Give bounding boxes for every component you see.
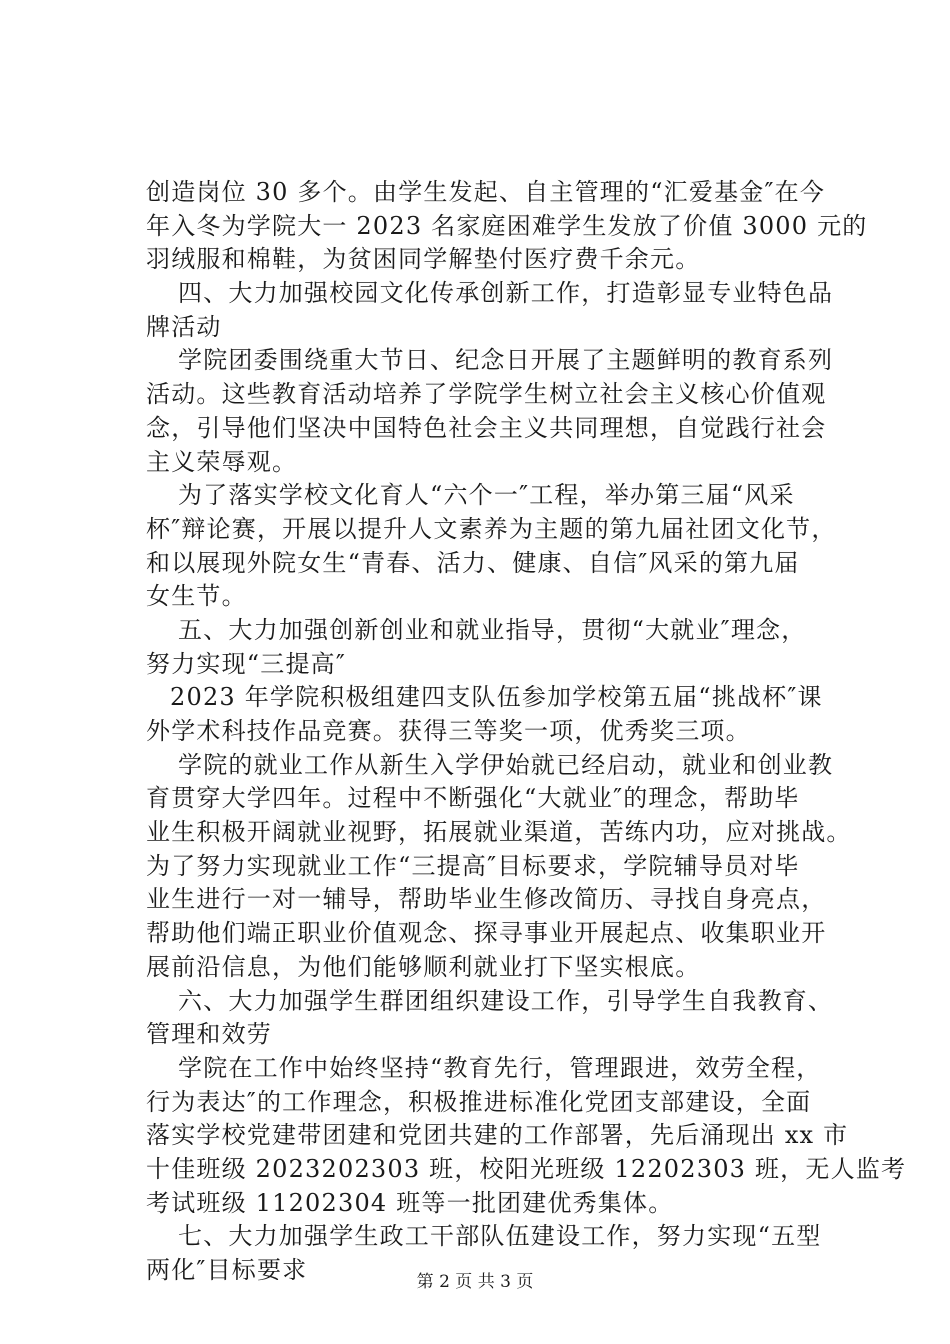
text-line: 业生进行一对一辅导，帮助毕业生修改简历、寻找自身亮点， bbox=[146, 885, 827, 914]
text-line: 创造岗位 30 多个。由学生发起、自主管理的“汇爱基金″在今 bbox=[146, 178, 826, 206]
text-line: 主义荣辱观。 bbox=[146, 447, 298, 476]
text-line: 为了努力实现就业工作“三提高″目标要求，学院辅导员对毕 bbox=[146, 851, 800, 880]
text-line: 帮助他们端正职业价值观念、探寻事业开展起点、收集职业开 bbox=[146, 919, 827, 948]
text-line: 学院的就业工作从新生入学伊始就已经启动，就业和创业教 bbox=[178, 750, 834, 779]
text-line: 业生积极开阔就业视野，拓展就业渠道，苦练内功，应对挑战。 bbox=[146, 818, 852, 847]
text-line: 育贯穿大学四年。过程中不断强化“大就业″的理念，帮助毕 bbox=[146, 784, 800, 813]
text-line: 学院团委围绕重大节日、纪念日开展了主题鲜明的教育系列 bbox=[178, 346, 834, 375]
section-heading-7: 七、大力加强学生政工干部队伍建设工作，努力实现“五型 bbox=[178, 1222, 822, 1251]
section-heading-6: 六、大力加强学生群团组织建设工作，引导学生自我教育、 bbox=[178, 986, 834, 1015]
document-body bbox=[146, 176, 907, 1288]
section-heading-4: 四、大力加强校园文化传承创新工作，打造彰显专业特色品 bbox=[178, 279, 834, 308]
text-line: 展前沿信息，为他们能够顺利就业打下坚实根底。 bbox=[146, 952, 701, 981]
text-line: 行为表达″的工作理念，积极推进标准化党团支部建设，全面 bbox=[146, 1087, 812, 1116]
section-heading-7-cont: 两化″目标要求 bbox=[146, 1256, 308, 1284]
text-line: 念，引导他们坚决中国特色社会主义共同理想，自觉践行社会 bbox=[146, 413, 827, 442]
section-heading-5: 五、大力加强创新创业和就业指导，贯彻“大就业″理念， bbox=[178, 615, 807, 644]
text-line: 学院在工作中始终坚持“教育先行，管理跟进，效劳全程， bbox=[178, 1053, 822, 1082]
text-line: 落实学校党建带团建和党团共建的工作部署，先后涌现出 xx 市 bbox=[146, 1121, 849, 1150]
section-heading-4-cont: 牌活动 bbox=[146, 312, 222, 341]
text-line: 为了落实学校文化育人“六个一″工程，举办第三届“风采 bbox=[178, 481, 795, 510]
text-line: 年入冬为学院大一 2023 名家庭困难学生发放了价值 3000 元的 bbox=[146, 211, 868, 240]
text-line: 2023 年学院积极组建四支队伍参加学校第五届“挑战杯″课 bbox=[170, 683, 823, 712]
section-heading-5-cont: 努力实现“三提高″ bbox=[146, 649, 347, 678]
page-number-footer: 第 2 页 共 3 页 bbox=[416, 1272, 534, 1292]
text-line: 和以展现外院女生“青春、活力、健康、自信″风采的第九届 bbox=[146, 548, 800, 577]
text-line: 考试班级 11202304 班等一批团建优秀集体。 bbox=[146, 1188, 674, 1217]
text-line: 女生节。 bbox=[146, 582, 247, 611]
section-heading-6-cont: 管理和效劳 bbox=[146, 1020, 272, 1049]
text-line: 外学术科技作品竞赛。获得三等奖一项，优秀奖三项。 bbox=[146, 717, 751, 745]
text-line: 活动。这些教育活动培养了学院学生树立社会主义核心价值观 bbox=[146, 380, 827, 409]
text-line: 十佳班级 2023202303 班，校阳光班级 12202303 班，无人监考 bbox=[146, 1154, 907, 1183]
text-line: 羽绒服和棉鞋，为贫困同学解垫付医疗费千余元。 bbox=[146, 245, 701, 274]
text-line: 杯″辩论赛，开展以提升人文素养为主题的第九届社团文化节， bbox=[146, 514, 837, 543]
